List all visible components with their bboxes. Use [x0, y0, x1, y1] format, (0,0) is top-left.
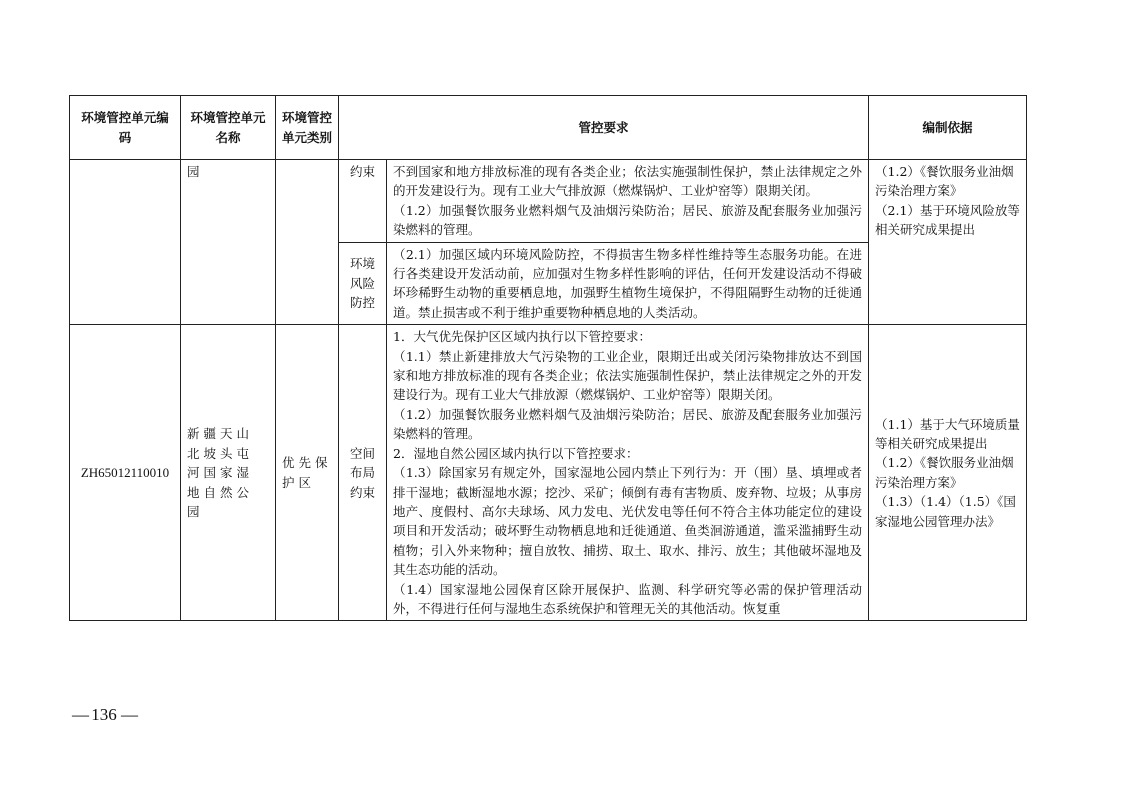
basis-line: （1.2）《餐饮服务业油烟污染治理方案》	[875, 455, 1014, 490]
row2-category-cell	[276, 325, 339, 621]
requirement-line: （2.1）加强区域内环境风险防控，不得损害生物多样性维持等生态服务功能。在进行各类建设开发活动前，应加强对生物多样性影响的评估，任何开发建设活动不得破坏珍稀野生动物的重要栖息地，加强野生植物生境保护，不得阻隔野生动物的迁徙通道。禁止损害或不利于维护重要物种栖息地的人类活动。	[393, 246, 863, 320]
row2-label: 空间布局约束	[339, 325, 387, 621]
unit-name: 新疆天山北坡头屯河国家湿地自然公园	[187, 426, 254, 519]
page-number: 136	[91, 705, 117, 724]
footer-dash-left: —	[72, 705, 87, 724]
basis-line: （1.1）基于大气环境质量等相关研究成果提出	[875, 416, 1020, 451]
requirement-line: 2．湿地自然公园区域内执行以下管控要求：	[393, 445, 639, 461]
table-row	[70, 325, 1027, 621]
requirement-line: （1.4）国家湿地公园保育区除开展保护、监测、科学研究等必需的保护管理活动外，不得进行任何与湿地生态系统保护和管理无关的其他活动。恢复重	[393, 581, 863, 616]
requirement-line: 1．大气优先保护区区域内执行以下管控要求：	[393, 329, 651, 345]
row1-sub1-label: 约束	[339, 160, 387, 243]
row1-category-cell	[276, 160, 339, 325]
row2-code-cell: ZH65012110010	[70, 325, 181, 621]
regulation-table	[69, 95, 1027, 621]
header-row	[70, 96, 1027, 160]
requirement-line: （1.3）除国家另有规定外，国家湿地公园内禁止下列行为：开（围）垦、填埋或者排干湿地；截断湿地水源；挖沙、采矿；倾倒有毒有害物质、废弃物、垃圾；从事房地产、度假村、高尔夫球场、风力发电、光伏发电等任何不符合主体功能定位的建设项目和开发活动；破坏野生动物栖息地和迁徙通道、鱼类洄游通道，滥采滥捕野生动植物；引入外来物种；擅自放牧、捕捞、取土、取水、排污、放生；其他破坏湿地及其生态功能的活动。	[393, 465, 863, 578]
page-footer	[72, 705, 136, 725]
basis-line: （1.3）（1.4）（1.5）《国家湿地公园管理办法》	[875, 494, 1016, 529]
table-row	[70, 160, 1027, 243]
header-category: 环境管控单元类别	[276, 96, 339, 160]
unit-category: 优先保护区	[282, 455, 332, 490]
row1-code-cell	[70, 160, 181, 325]
row1-sub1-requirements	[387, 160, 869, 243]
row1-name-cell: 园	[181, 160, 276, 325]
requirement-line: （1.2）加强餐饮服务业燃料烟气及油烟污染防治；居民、旅游及配套服务业加强污染燃料的管理。	[393, 202, 863, 238]
footer-dash-right: —	[121, 705, 136, 724]
header-code: 环境管控单元编码	[70, 96, 181, 160]
header-requirements: 管控要求	[339, 96, 869, 160]
requirement-line: （1.2）加强餐饮服务业燃料烟气及油烟污染防治；居民、旅游及配套服务业加强污染燃料的管理。	[393, 406, 863, 442]
row2-name-cell	[181, 325, 276, 621]
row1-sub2-requirements	[387, 242, 869, 325]
row2-requirements	[387, 325, 869, 621]
header-name: 环境管控单元名称	[181, 96, 276, 160]
row1-sub2-label: 环境风险防控	[339, 242, 387, 325]
basis-line: （1.2）《餐饮服务业油烟污染治理方案》	[875, 164, 1014, 199]
requirement-line: （1.1）禁止新建排放大气污染物的工业企业，限期迁出或关闭污染物排放达不到国家和地方排放标准的现有各类企业；依法实施强制性保护，禁止法律规定之外的开发建设行为。现有工业大气排放源（燃煤锅炉、工业炉窑等）限期关闭。	[393, 348, 863, 403]
row1-basis-cell	[869, 160, 1027, 325]
row2-basis-cell	[869, 325, 1027, 621]
requirement-line: 不到国家和地方排放标准的现有各类企业；依法实施强制性保护，禁止法律规定之外的开发建设行为。现有工业大气排放源（燃煤锅炉、工业炉窑等）限期关闭。	[393, 164, 863, 199]
header-basis: 编制依据	[869, 96, 1027, 160]
basis-line: （2.1）基于环境风险放等相关研究成果提出	[875, 202, 1020, 238]
